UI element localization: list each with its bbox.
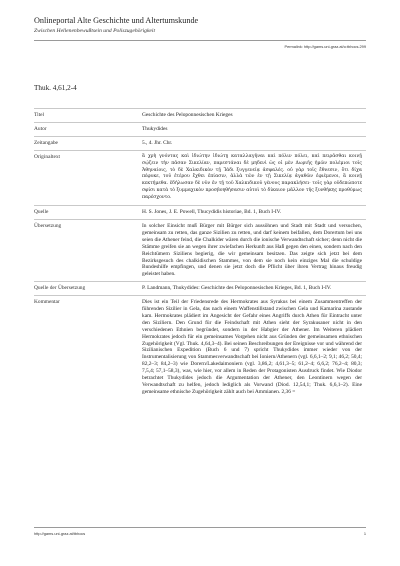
table-row xyxy=(34,150,366,205)
permalink[interactable]: Permalink: http://gams.uni-graz.at/o:tbhocs.299 xyxy=(284,44,366,49)
row-value-translation-source: P. Landmann, Thukydides: Geschichte des Peloponnesischen Krieges, Bd. 1, Buch I-IV. xyxy=(142,282,366,296)
table-row xyxy=(34,206,366,220)
row-value-commentary: Dies ist ein Teil der Friedensrede des Hermokrates aus Syrakus bei einem Zusammentreffen der führenden Sizilier in Gela, das nach einem Waffenstillstand zwischen Gela und Kamarina zustande kam. Hermokrates plädiert im Angesicht der Gefahr eines Angriffs durch Athen für Eintracht unter den Siziliern. Den Grund für die Feindschaft mit Athen sieht der Syrakusaner nicht in den verschiedenen Ethnien begründet, sondern in der Habgier der Athener. Im Weiteren plädiert Hermokrates jedoch für ein gemeinsames Vorgehen nicht aus Gründen der gemeinsamen ethnischen Zugehörigkeit (Vgl. Thuk. 4,64,3–4). Bei seinen Beschreibungen der Ereignisse vor und während der Sizilianischen Expedition (Buch 6 und 7) spricht Thukydides immer wieder von der Instrumentalisierung von Stammesverwandtschaft bei Ioniern/Athenern (vgl. 6,6,1–2; 9,1; 46,2; 50,4; 82,2–3; 84,2–3) wie Dorern/Lakedaimoniern (vgl. 3,86,2; 4,61,3–5; 61,2–4; 6,6,2; 76,2–4; 80,3; 7,5,4; 57,1–58,3), was, wie hier, vor allem in Reden der Protagonisten Ausdruck findet. Wie Diodor betrachtet Thukydides jedoch die Argumentation der Athener, den Leontinern wegen der Verwandtschaft zu helfen, jedoch lediglich als Vorwand (Diod. 12,54,1; Thuk. 6,6,1–2). Eine gemeinsame ethnische Zugehörigkeit zählt auch bei Ammianen. 2,36 = xyxy=(142,296,366,399)
citation-heading: Thuk. 4,61,2-4 xyxy=(34,84,77,92)
footer-url[interactable]: http://gams.uni-graz.at/tbhocs xyxy=(34,531,86,536)
site-subtitle: Zwischen Hellenenbewußtsein und Poliszugehörigkeit xyxy=(34,28,156,34)
row-value-source: H. S. Jones, J. E. Powell, Thucydidis historiae, Bd. 1, Buch I-IV. xyxy=(142,206,366,220)
metadata-table xyxy=(34,108,366,399)
row-value-author: Thukydides xyxy=(142,122,366,136)
table-row xyxy=(34,296,366,399)
row-label-date: Zeitangabe xyxy=(34,136,142,150)
page-number: 1 xyxy=(363,531,366,536)
row-label-author: Autor xyxy=(34,122,142,136)
row-label-translation-source: Quelle der Übersetzung xyxy=(34,282,142,296)
row-label-commentary: Kommentar xyxy=(34,296,142,399)
row-label-translation: Übersetzung xyxy=(34,219,142,281)
table-row xyxy=(34,219,366,281)
row-label-source: Quelle xyxy=(34,206,142,220)
row-value-original-text: ἃ χρὴ γνόντας καὶ ἰδιώτην ἰδιώτῃ καταλλαγῆναι καὶ πόλιν πόλει, καὶ πειρᾶσθαι κοινῇ σῴζειν τὴν πᾶσαν Σικελίαν, παρεστάναι δὲ μηδενὶ ὡς οἱ μὲν Δωριῆς ἡμῶν πολέμιοι τοῖς Ἀθηναίοις, τὸ δὲ Χαλκιδικὸν τῇ Ἰάδι ξυγγενείᾳ ἀσφαλές. οὐ γὰρ τοῖς ἔθνεσιν, ὅτι δίχα πέφυκε, τοῦ ἑτέρου ἔχθει ἐπίασιν, ἀλλὰ τῶν ἐν τῇ Σικελίᾳ ἀγαθῶν ἐφιέμενοι, ἃ κοινῇ κεκτήμεθα. ἐδήλωσαν δὲ νῦν ἐν τῇ τοῦ Χαλκιδικοῦ γένους παρακλήσει· τοῖς γὰρ οὐδεπώποτε σφίσι κατὰ τὸ ξυμμαχικὸν προσβοηθήσασιν αὐτοὶ τὸ δίκαιον μᾶλλον τῆς ξυνθήκης προθύμως παρέσχοντο. xyxy=(142,150,366,205)
table-row xyxy=(34,122,366,136)
header-divider xyxy=(34,40,366,41)
footer-divider xyxy=(34,527,366,528)
row-value-translation: In solcher Einsicht muß Bürger mit Bürger sich aussöhnen und Stadt mit Stadt und versuchen, gemeinsam zu retten, das ganze Sizilien zu retten, und darf keinem beifallen, dem Dorertum bei uns seien die Athener feind, die Chalkider wären durch die ionische Verwandtschaft sicher; denn nicht die Stämme greifen sie an wegen ihrer zwiefachen Herkunft aus Haß gegen den einen, sondern nach den Reichtümern Siziliens begierig, die wir gemeinsam besitzen. Das zeigte sich jetzt bei dem Bezirksgesuch des chalkidischen Stammes, von dem sie noch kein einziges Mal die schuldige Bundeshilfe empfingen, und denen sie jetzt doch die Pflicht über ihren Vertrag hinaus freudig geleistet haben. xyxy=(142,219,366,281)
table-row xyxy=(34,282,366,296)
row-value-date: 5., 4. Jhr. Chr. xyxy=(142,136,366,150)
row-label-title: Titel xyxy=(34,109,142,123)
table-row xyxy=(34,136,366,150)
table-row xyxy=(34,109,366,123)
row-value-title: Geschichte des Peloponnesischen Krieges xyxy=(142,109,366,123)
row-label-original-text: Originaltext xyxy=(34,150,142,205)
site-title: Onlineportal Alte Geschichte und Altertumskunde xyxy=(34,16,199,25)
